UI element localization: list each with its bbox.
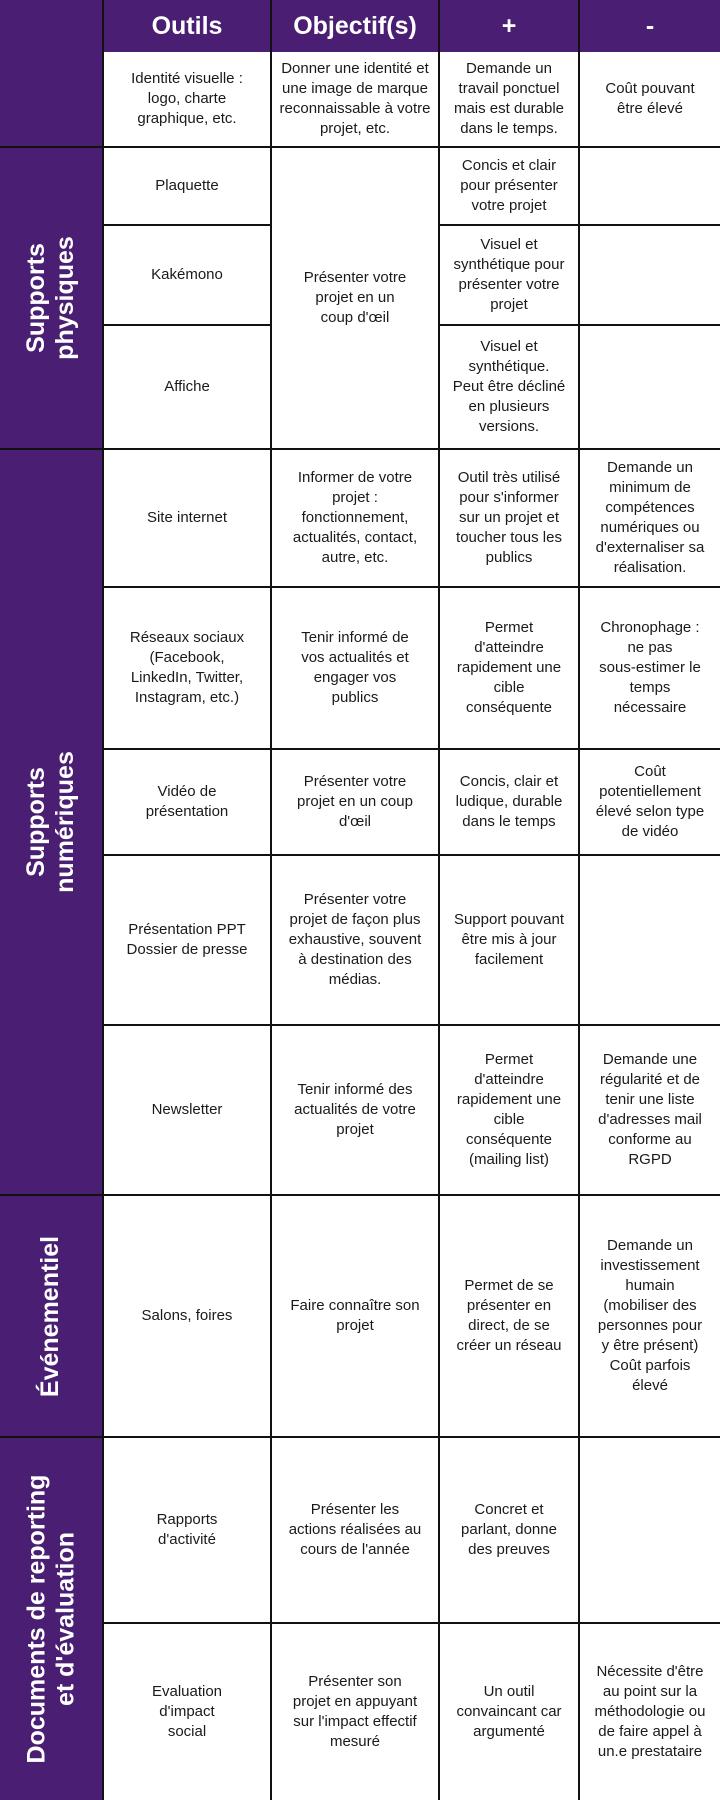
table-cell-objective: Tenir informé de vos actualités et engager vos publics	[272, 588, 440, 750]
table-cell-tool: Rapports d'activité	[104, 1438, 272, 1624]
table-cell-tool: Plaquette	[104, 148, 272, 226]
table-cell-minus: Coût pouvant être élevé	[580, 52, 720, 148]
table-cell-objective-merged: Présenter votre projet en un coup d'œil	[272, 148, 440, 450]
category-digital-label: Supports numériques	[22, 751, 80, 893]
table-cell-minus	[580, 326, 720, 450]
table-cell-plus: Concret et parlant, donne des preuves	[440, 1438, 580, 1624]
table-cell-tool: Vidéo de présentation	[104, 750, 272, 856]
table-cell-objective: Présenter son projet en appuyant sur l'impact effectif mesuré	[272, 1624, 440, 1800]
table-cell-objective: Donner une identité et une image de marque reconnaissable à votre projet, etc.	[272, 52, 440, 148]
table-cell-minus	[580, 1438, 720, 1624]
category-events-label: Événementiel	[36, 1235, 65, 1397]
table-cell-minus: Demande un investissement humain (mobiliser des personnes pour y être présent) Coût parfois élevé	[580, 1196, 720, 1438]
table-cell-plus: Permet de se présenter en direct, de se créer un réseau	[440, 1196, 580, 1438]
table-cell-objective: Présenter les actions réalisées au cours de l'année	[272, 1438, 440, 1624]
header-objectives: Objectif(s)	[272, 0, 440, 52]
table-cell-plus: Demande un travail ponctuel mais est durable dans le temps.	[440, 52, 580, 148]
table-cell-plus: Concis, clair et ludique, durable dans le temps	[440, 750, 580, 856]
table-cell-objective: Informer de votre projet : fonctionnement, actualités, contact, autre, etc.	[272, 450, 440, 588]
category-reporting	[0, 1438, 104, 1800]
table-cell-plus: Un outil convaincant car argumenté	[440, 1624, 580, 1800]
table-cell-tool: Affiche	[104, 326, 272, 450]
header-tools: Outils	[104, 0, 272, 52]
table-cell-tool: Evaluation d'impact social	[104, 1624, 272, 1800]
table-cell-tool: Kakémono	[104, 226, 272, 326]
category-events	[0, 1196, 104, 1438]
table-cell-tool: Réseaux sociaux (Facebook, LinkedIn, Twitter, Instagram, etc.)	[104, 588, 272, 750]
category-physical-label: Supports physiques	[22, 236, 79, 360]
table-cell-plus: Concis et clair pour présenter votre projet	[440, 148, 580, 226]
table-cell-plus: Permet d'atteindre rapidement une cible conséquente	[440, 588, 580, 750]
table-cell-plus: Visuel et synthétique pour présenter votre projet	[440, 226, 580, 326]
table-cell-plus: Visuel et synthétique. Peut être décliné en plusieurs versions.	[440, 326, 580, 450]
table-cell-plus: Support pouvant être mis à jour facilement	[440, 856, 580, 1026]
table-cell-objective: Présenter votre projet en un coup d'œil	[272, 750, 440, 856]
header-minus: -	[580, 0, 720, 52]
table-cell-tool: Salons, foires	[104, 1196, 272, 1438]
table-cell-minus	[580, 148, 720, 226]
table-cell-minus: Coût potentiellement élevé selon type de vidéo	[580, 750, 720, 856]
category-blank	[0, 52, 104, 148]
table-cell-objective: Tenir informé des actualités de votre projet	[272, 1026, 440, 1196]
header-corner	[0, 0, 104, 52]
table-cell-tool: Présentation PPT Dossier de presse	[104, 856, 272, 1026]
table-cell-minus	[580, 856, 720, 1026]
header-plus: +	[440, 0, 580, 52]
table-cell-objective: Faire connaître son projet	[272, 1196, 440, 1438]
table-cell-tool: Identité visuelle : logo, charte graphique, etc.	[104, 52, 272, 148]
table-cell-tool: Site internet	[104, 450, 272, 588]
table-cell-plus: Outil très utilisé pour s'informer sur un projet et toucher tous les publics	[440, 450, 580, 588]
table-cell-minus: Nécessite d'être au point sur la méthodologie ou de faire appel à un.e prestataire	[580, 1624, 720, 1800]
table-cell-minus	[580, 226, 720, 326]
category-reporting-label: Documents de reporting et d'évaluation	[22, 1474, 80, 1764]
table-cell-minus: Demande un minimum de compétences numériques ou d'externaliser sa réalisation.	[580, 450, 720, 588]
table-cell-objective: Présenter votre projet de façon plus exhaustive, souvent à destination des médias.	[272, 856, 440, 1026]
category-digital	[0, 450, 104, 1196]
table-cell-tool: Newsletter	[104, 1026, 272, 1196]
category-physical	[0, 148, 104, 450]
table-cell-minus: Demande une régularité et de tenir une liste d'adresses mail conforme au RGPD	[580, 1026, 720, 1196]
table-cell-minus: Chronophage : ne pas sous-estimer le temps nécessaire	[580, 588, 720, 750]
table-cell-plus: Permet d'atteindre rapidement une cible conséquente (mailing list)	[440, 1026, 580, 1196]
